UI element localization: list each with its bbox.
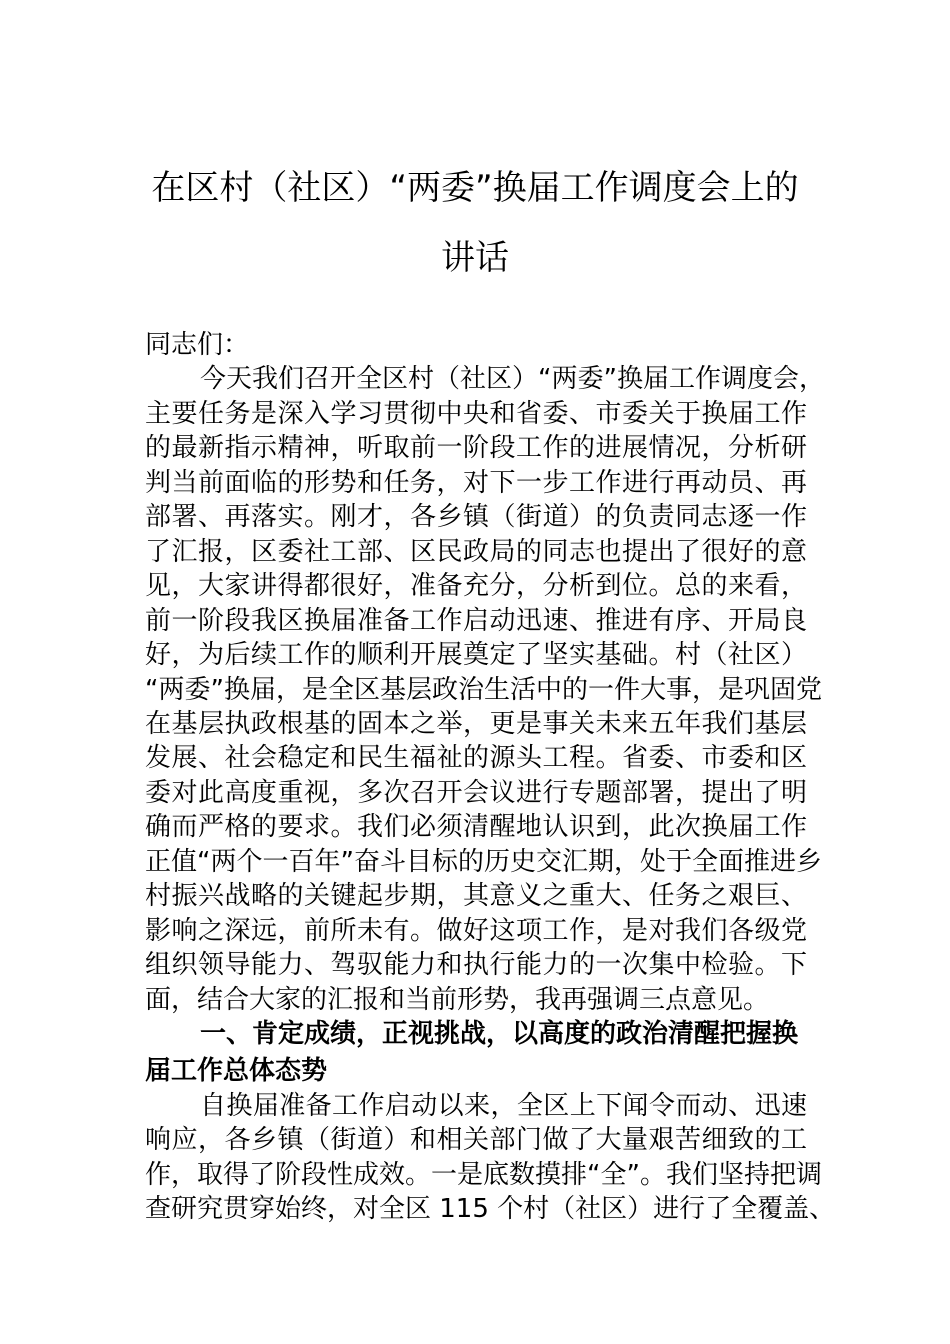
paragraph-1-line: 今天我们召开全区村（社区）“两委”换届工作调度会， bbox=[200, 364, 825, 395]
paragraph-1-line: 村振兴战略的关键起步期，其意义之重大、任务之艰巨、 bbox=[145, 881, 807, 912]
paragraph-1-line: “两委”换届，是全区基层政治生活中的一件大事，是巩固党 bbox=[145, 674, 822, 705]
paragraph-1-line: 发展、社会稳定和民生福祉的源头工程。省委、市委和区 bbox=[145, 743, 807, 774]
document-title-line-1: 在区村（社区）“两委”换届工作调度会上的 bbox=[151, 168, 799, 208]
paragraph-1-line: 好，为后续工作的顺利开展奠定了坚实基础。村（社区） bbox=[145, 640, 807, 671]
paragraph-1-line: 部署、再落实。刚才，各乡镇（街道）的负责同志逐一作 bbox=[145, 502, 807, 533]
paragraph-1-line: 正值“两个一百年”奋斗目标的历史交汇期，处于全面推进乡 bbox=[145, 846, 822, 877]
paragraph-1-line: 了汇报，区委社工部、区民政局的同志也提出了很好的意 bbox=[145, 536, 807, 567]
salutation: 同志们： bbox=[145, 330, 250, 360]
paragraph-1-line: 委对此高度重视，多次召开会议进行专题部署，提出了明 bbox=[145, 777, 807, 808]
paragraph-1-line: 见，大家讲得都很好，准备充分，分析到位。总的来看， bbox=[145, 571, 807, 602]
paragraph-1-line: 主要任务是深入学习贯彻中央和省委、市委关于换届工作 bbox=[145, 398, 807, 429]
document-title-line-2: 讲话 bbox=[441, 238, 509, 278]
paragraph-2-line: 查研究贯穿始终，对全区 115 个村（社区）进行了全覆盖、 bbox=[145, 1194, 836, 1225]
paragraph-1-line: 在基层执政根基的固本之举，更是事关未来五年我们基层 bbox=[145, 708, 807, 739]
paragraph-2-line: 作，取得了阶段性成效。一是底数摸排“全”。我们坚持把调 bbox=[145, 1159, 822, 1190]
section-heading-line: 届工作总体态势 bbox=[145, 1056, 328, 1087]
paragraph-2-line: 响应，各乡镇（街道）和相关部门做了大量艰苦细致的工 bbox=[145, 1125, 807, 1156]
section-heading-line: 一、肯定成绩，正视挑战，以高度的政治清醒把握换 bbox=[200, 1019, 799, 1049]
paragraph-1-line: 确而严格的要求。我们必须清醒地认识到，此次换届工作 bbox=[145, 812, 807, 843]
paragraph-1-line: 前一阶段我区换届准备工作启动迅速、推进有序、开局良 bbox=[145, 605, 807, 636]
paragraph-1-line: 影响之深远，前所未有。做好这项工作，是对我们各级党 bbox=[145, 915, 807, 946]
paragraph-1-line: 面，结合大家的汇报和当前形势，我再强调三点意见。 bbox=[145, 984, 770, 1015]
paragraph-1-line: 判当前面临的形势和任务，对下一步工作进行再动员、再 bbox=[145, 467, 807, 498]
paragraph-2-line: 自换届准备工作启动以来，全区上下闻令而动、迅速 bbox=[200, 1090, 807, 1121]
paragraph-1-line: 组织领导能力、驾驭能力和执行能力的一次集中检验。下 bbox=[145, 950, 807, 981]
paragraph-1-line: 的最新指示精神，听取前一阶段工作的进展情况，分析研 bbox=[145, 433, 807, 464]
